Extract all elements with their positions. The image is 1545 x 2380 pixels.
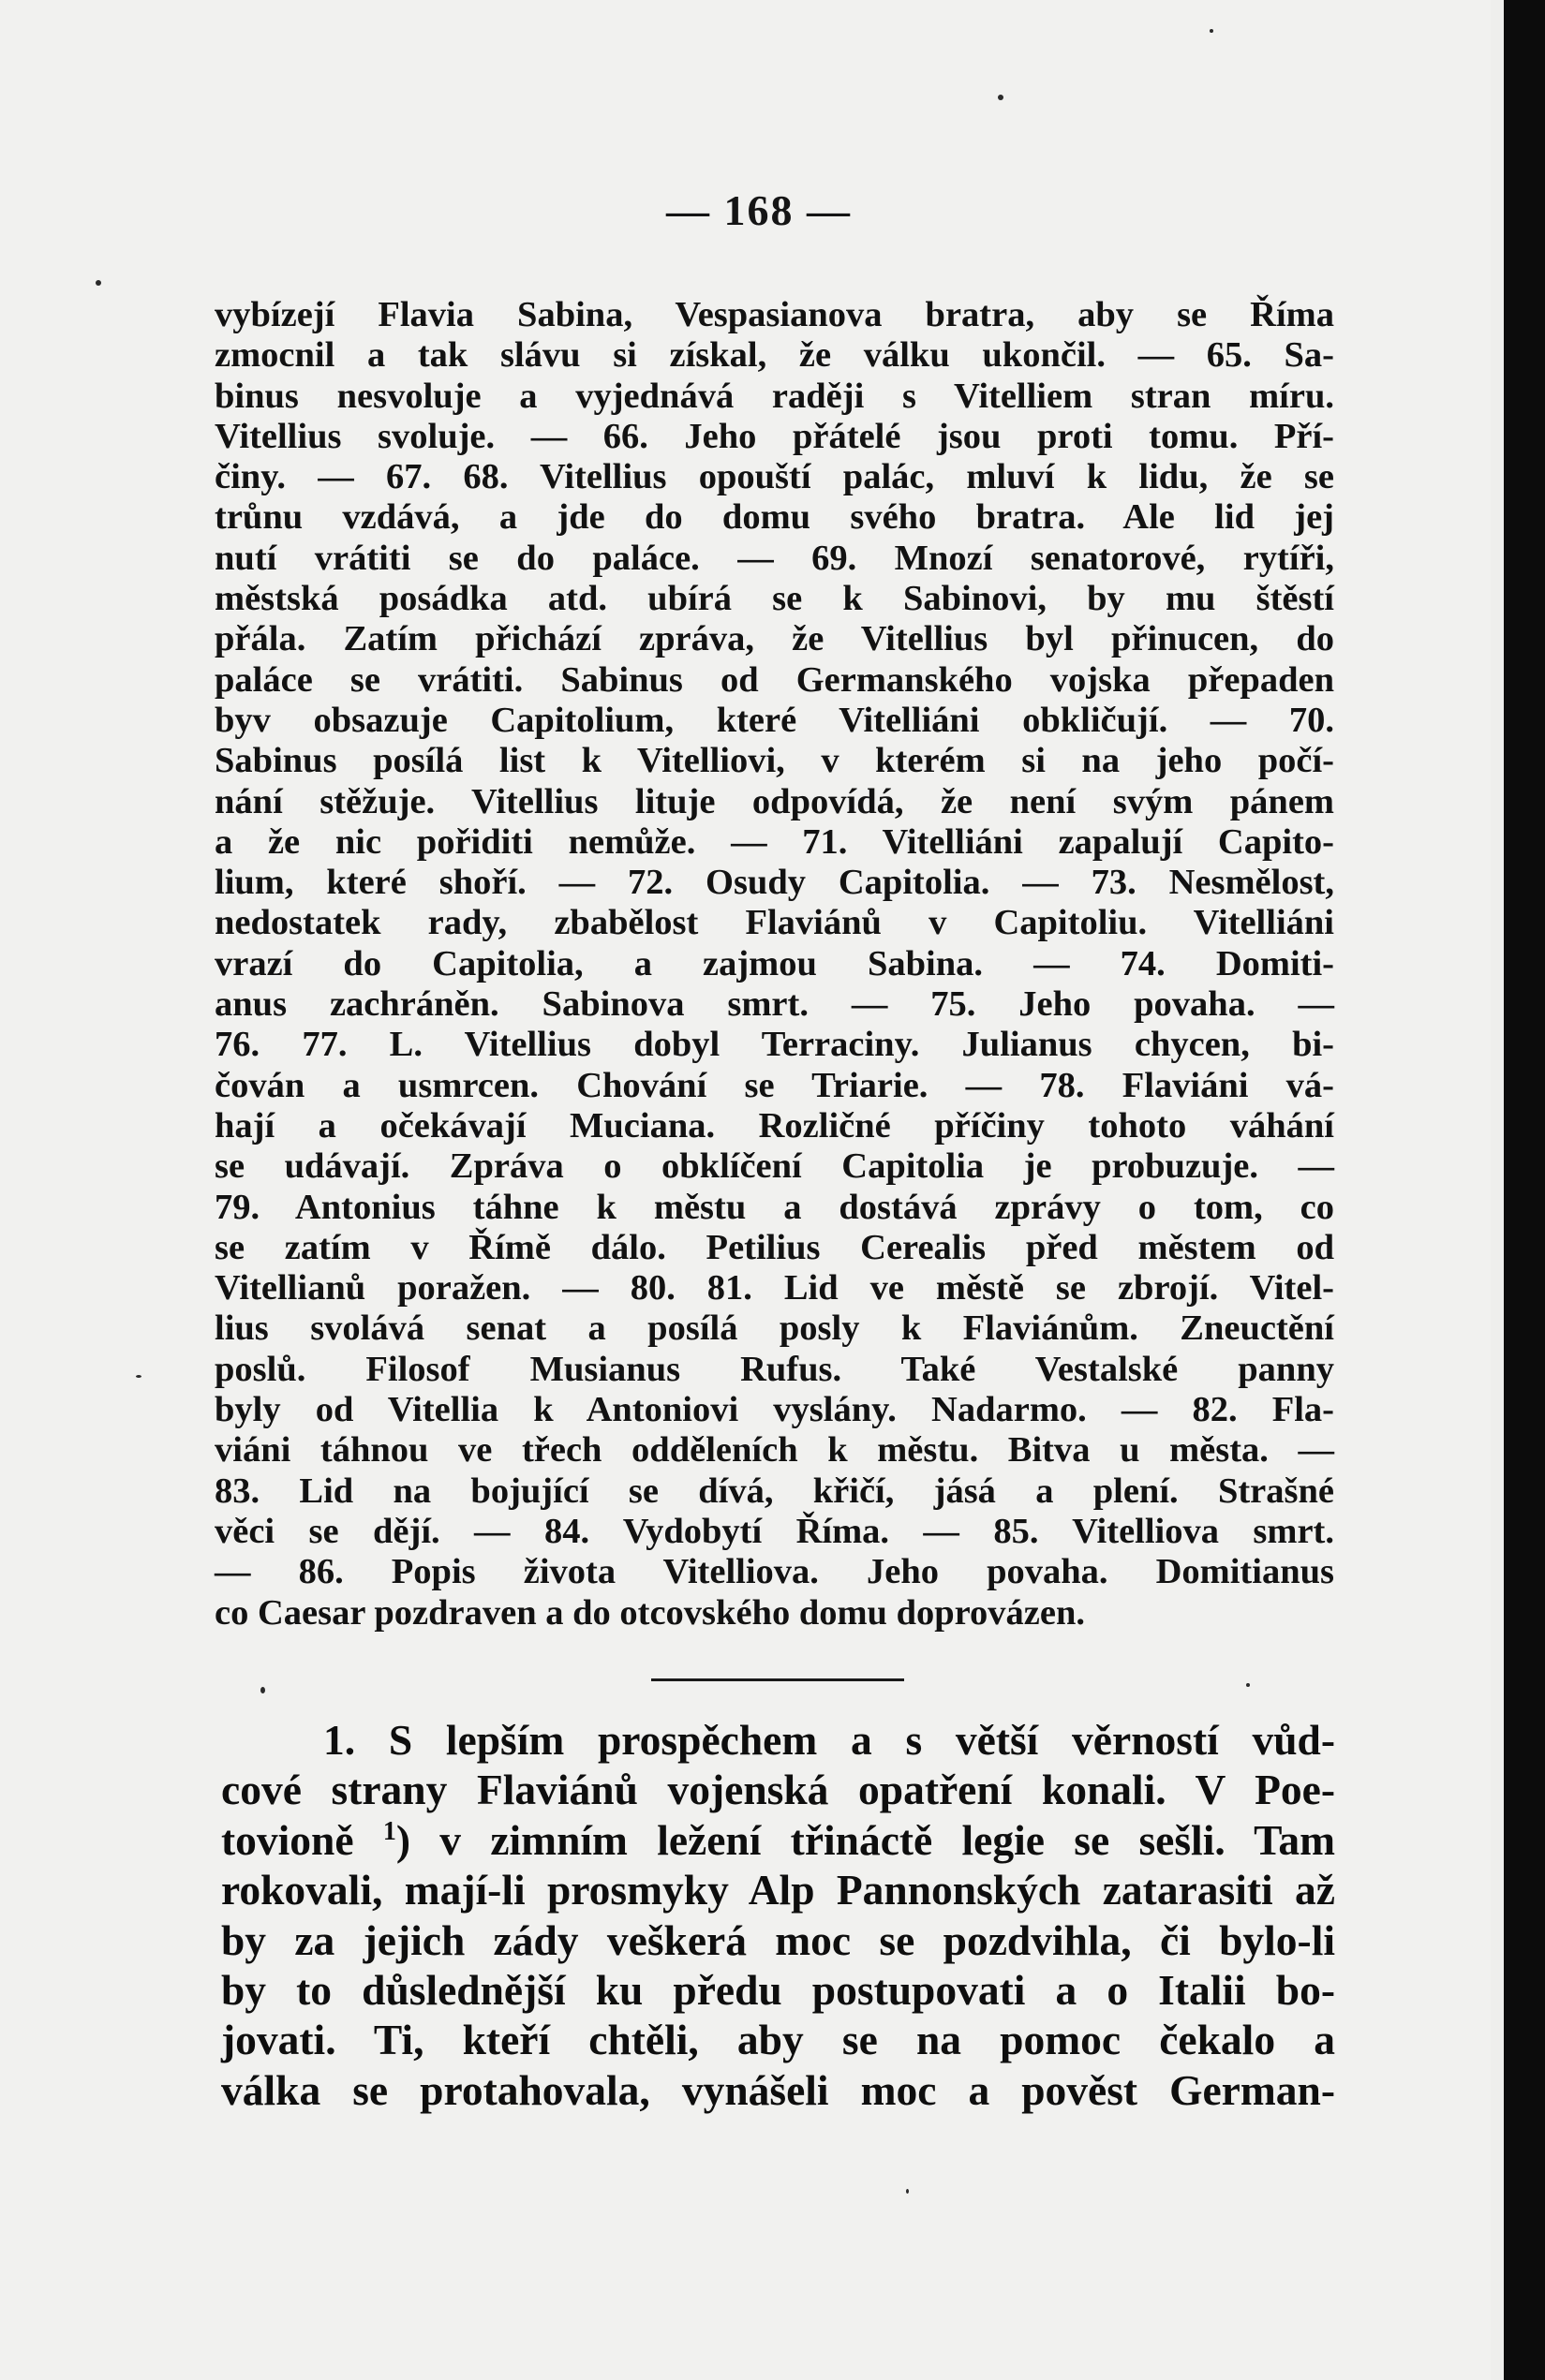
chapter-line: by za jejich zády veškerá moc se pozdvihla, či bylo-li — [221, 1915, 1335, 1964]
summary-line: hají a očekávají Muciana. Rozličné příčiny tohoto váhání — [215, 1105, 1334, 1146]
summary-line: vybízejí Flavia Sabina, Vespasianova bratra, aby se Říma — [215, 295, 1334, 334]
summary-line: trůnu vzdává, a jde do domu svého bratra. Ale lid jej — [215, 497, 1334, 538]
chapter-line: cové strany Flaviánů vojenská opatření konali. V Poe- — [221, 1766, 1335, 1814]
summary-line: lius svolává senat a posílá posly k Flaviánům. Zneuctění — [215, 1308, 1334, 1349]
chapter-line: rokovali, mají-li prosmyky Alp Pannonských zatarasiti až — [221, 1866, 1335, 1914]
chapter-line-text: tovioně — [221, 1815, 354, 1864]
scan-speck — [1210, 29, 1213, 33]
scan-speck — [1246, 1683, 1250, 1687]
summary-line: vrazí do Capitolia, a zajmou Sabina. — 74. Domiti- — [215, 943, 1334, 983]
scan-speck — [260, 1687, 265, 1693]
chapter-line — [221, 1815, 1335, 1865]
summary-line: viáni táhnou ve třech odděleních k městu. Bitva u města. — — [215, 1430, 1334, 1471]
chapter-line-text: ) v zimním ležení třináctě legie se sešli. Tam — [395, 1815, 1336, 1864]
footnote-marker[interactable]: 1 — [382, 1816, 396, 1846]
summary-line: poslů. Filosof Musianus Rufus. Také Vestalské panny — [215, 1349, 1334, 1389]
summary-line: anus zachráněn. Sabinova smrt. — 75. Jeho povaha. — — [215, 984, 1334, 1025]
summary-line: Vitellius svoluje. — 66. Jeho přátelé jsou proti tomu. Pří- — [215, 416, 1334, 456]
adjacent-page-edge — [1491, 0, 1504, 2380]
summary-line: paláce se vrátiti. Sabinus od Germanského vojska přepaden — [215, 659, 1334, 700]
scan-speck — [96, 280, 101, 286]
summary-line: 76. 77. L. Vitellius dobyl Terraciny. Julianus chycen, bi- — [215, 1025, 1334, 1065]
scan-speck — [906, 2189, 909, 2194]
summary-line: nutí vrátiti se do paláce. — 69. Mnozí senatorové, rytíři, — [215, 538, 1334, 578]
summary-line: Vitellianů poražen. — 80. 81. Lid ve městě se zbrojí. Vitel- — [215, 1268, 1334, 1308]
summary-line: lium, které shoří. — 72. Osudy Capitolia. — 73. Nesmělost, — [215, 863, 1334, 903]
summary-line: městská posádka atd. ubírá se k Sabinovi, by mu štěstí — [215, 579, 1334, 619]
summary-line: přála. Zatím přichází zpráva, že Vitellius byl přinucen, do — [215, 619, 1334, 659]
summary-line: byly od Vitellia k Antoniovi vyslány. Nadarmo. — 82. Fla- — [215, 1390, 1334, 1430]
chapter-line: válka se protahovala, vynášeli moc a pověst German- — [221, 2065, 1335, 2114]
summary-line: byv obsazuje Capitolium, které Vitelliáni obkličují. — 70. — [215, 700, 1334, 740]
summary-line: 83. Lid na bojující se dívá, křičí, jásá a plení. Strašné — [215, 1471, 1334, 1511]
chapter-line: 1. S lepším prospěchem a s větší věrností vůd- — [323, 1716, 1335, 1764]
summary-line: věci se dějí. — 84. Vydobytí Říma. — 85. Vitelliova smrt. — [215, 1511, 1334, 1551]
summary-line: se udávají. Zpráva o obklíčení Capitolia je probuzuje. — — [215, 1146, 1334, 1187]
chapter-text — [221, 1715, 1335, 2115]
chapter-line: by to důslednější ku předu postupovati a o Italii bo- — [221, 1966, 1335, 2015]
summary-line: binus nesvoluje a vyjednává raději s Vitelliem stran míru. — [215, 376, 1334, 416]
section-divider — [651, 1678, 904, 1681]
scan-speck — [998, 95, 1003, 100]
chapter-line: jovati. Ti, kteří chtěli, aby se na pomoc čekalo a — [221, 2016, 1335, 2064]
summary-line: činy. — 67. 68. Vitellius opouští palác, mluví k lidu, že se — [215, 457, 1334, 497]
chapter-summary — [215, 295, 1334, 1633]
summary-line: se zatím v Římě dálo. Petilius Cerealis před městem od — [215, 1227, 1334, 1267]
summary-line: co Caesar pozdraven a do otcovského domu doprovázen. — [215, 1592, 1086, 1633]
summary-line: nedostatek rady, zbabělost Flaviánů v Capitoliu. Vitelliáni — [215, 903, 1334, 943]
summary-line: a že nic pořiditi nemůže. — 71. Vitelliáni zapalují Capito- — [215, 821, 1334, 862]
summary-line: 79. Antonius táhne k městu a dostává zprávy o tom, co — [215, 1187, 1334, 1227]
summary-line: nání stěžuje. Vitellius lituje odpovídá, že není svým pánem — [215, 781, 1334, 821]
summary-line: čován a usmrcen. Chování se Triarie. — 78. Flaviáni vá- — [215, 1065, 1334, 1105]
scan-speck — [136, 1375, 141, 1378]
summary-line: Sabinus posílá list k Vitelliovi, v kterém si na jeho počí- — [215, 741, 1334, 781]
summary-line: — 86. Popis života Vitelliova. Jeho povaha. Domitianus — [215, 1552, 1334, 1592]
page-number: — 168 — — [666, 186, 852, 234]
summary-line: zmocnil a tak slávu si získal, že válku ukončil. — 65. Sa- — [215, 335, 1334, 376]
